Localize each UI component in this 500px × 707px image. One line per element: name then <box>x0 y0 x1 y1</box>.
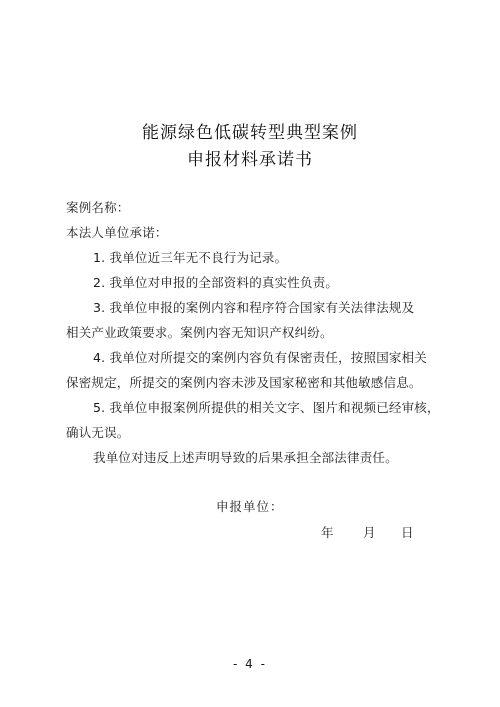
case-name-label: 案例名称： <box>66 200 130 215</box>
legal-entity-commitment: 本法人单位承诺： <box>66 225 168 240</box>
date-month-label: 月 <box>363 525 376 540</box>
commitment-item-2: 2. 我单位对申报的全部资料的真实性负责。 <box>93 275 339 290</box>
commitment-item-4: 4. 我单位对所提交的案例内容负有保密责任，按照国家相关 <box>93 350 428 365</box>
declarant-label: 申报单位： <box>216 499 284 514</box>
page-number: - 4 - <box>233 657 267 671</box>
commitment-item-4-continuation: 保密规定，所提交的案例内容未涉及国家秘密和其他敏感信息。 <box>66 375 422 390</box>
commitment-item-3-continuation: 相关产业政策要求。案例内容无知识产权纠纷。 <box>66 325 333 340</box>
commitment-item-5: 5. 我单位申报案例所提供的相关文字、图片和视频已经审核， <box>93 400 440 415</box>
commitment-item-1: 1. 我单位近三年无不良行为记录。 <box>93 250 288 265</box>
liability-statement: 我单位对违反上述声明导致的后果承担全部法律责任。 <box>93 450 398 465</box>
commitment-body <box>66 195 444 470</box>
commitment-item-5-continuation: 确认无误。 <box>66 425 130 440</box>
date-day-label: 日 <box>401 525 414 540</box>
date-year-label: 年 <box>321 525 334 540</box>
document-title-line2: 申报材料承诺书 <box>187 150 313 170</box>
document-title-line1: 能源绿色低碳转型典型案例 <box>142 123 358 143</box>
commitment-item-3: 3. 我单位申报的案例内容和程序符合国家有关法律法规及 <box>93 300 415 315</box>
